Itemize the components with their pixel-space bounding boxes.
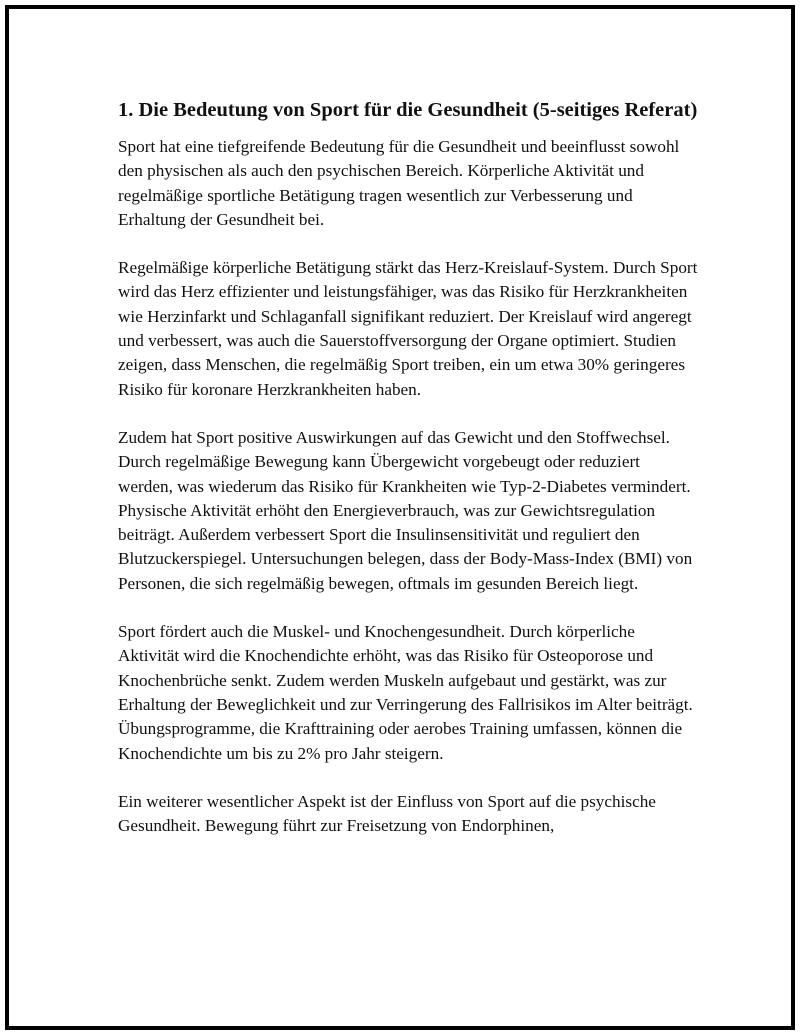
page-frame bbox=[5, 5, 795, 1030]
paragraph-1: Sport hat eine tiefgreifende Bedeutung für die Gesundheit und beeinflusst sowohl den physischen als auch den psychischen Bereich. Körperliche Aktivität und regelmäßige sportliche Betätigung tragen wesentlich zur Verbesserung und Erhaltung der Gesundheit bei. bbox=[118, 137, 680, 229]
document-title: 1. Die Bedeutung von Sport für die Gesundheit (5-seitiges Referat) bbox=[118, 99, 698, 121]
paragraph-3: Zudem hat Sport positive Auswirkungen auf das Gewicht und den Stoffwechsel. Durch regelmäßige Bewegung kann Übergewicht vorgebeugt oder reduziert werden, was wiederum das Risiko für Krankheiten wie Typ-2-Diabetes vermindert. Physische Aktivität erhöht den Energieverbrauch, was zur Gewichtsregulation beiträgt. Außerdem verbessert Sport die Insulinsensitivität und reguliert den Blutzuckerspiegel. Untersuchungen belegen, dass der Body-Mass-Index (BMI) von Personen, die sich regelmäßig bewegen, oftmals im gesunden Bereich liegt. bbox=[118, 427, 693, 593]
paragraph-2: Regelmäßige körperliche Betätigung stärkt das Herz-Kreislauf-System. Durch Sport wird das Herz effizienter und leistungsfähiger, was das Risiko für Herzkrankheiten wie Herzinfarkt und Schlaganfall signifikant reduziert. Der Kreislauf wird angeregt und verbessert, was auch die Sauerstoffversorgung der Organe optimiert. Studien zeigen, dass Menschen, die regelmäßig Sport treiben, ein um etwa 30% geringeres Risiko für koronare Herzkrankheiten haben. bbox=[118, 258, 698, 399]
paragraph-4: Sport fördert auch die Muskel- und Knochengesundheit. Durch körperliche Aktivität wird die Knochendichte erhöht, was das Risiko für Osteoporose und Knochenbrüche senkt. Zudem werden Muskeln aufgebaut und gestärkt, was zur Erhaltung der Beweglichkeit und zur Verringerung des Fallrisikos im Alter beiträgt. Übungsprogramme, die Krafttraining oder aerobes Training umfassen, können die Knochendichte um bis zu 2% pro Jahr steigern. bbox=[118, 622, 693, 763]
paragraph-5: Ein weiterer wesentlicher Aspekt ist der Einfluss von Sport auf die psychische Gesundheit. Bewegung führt zur Freisetzung von Endorphinen, bbox=[118, 791, 656, 836]
document-body bbox=[118, 97, 698, 862]
